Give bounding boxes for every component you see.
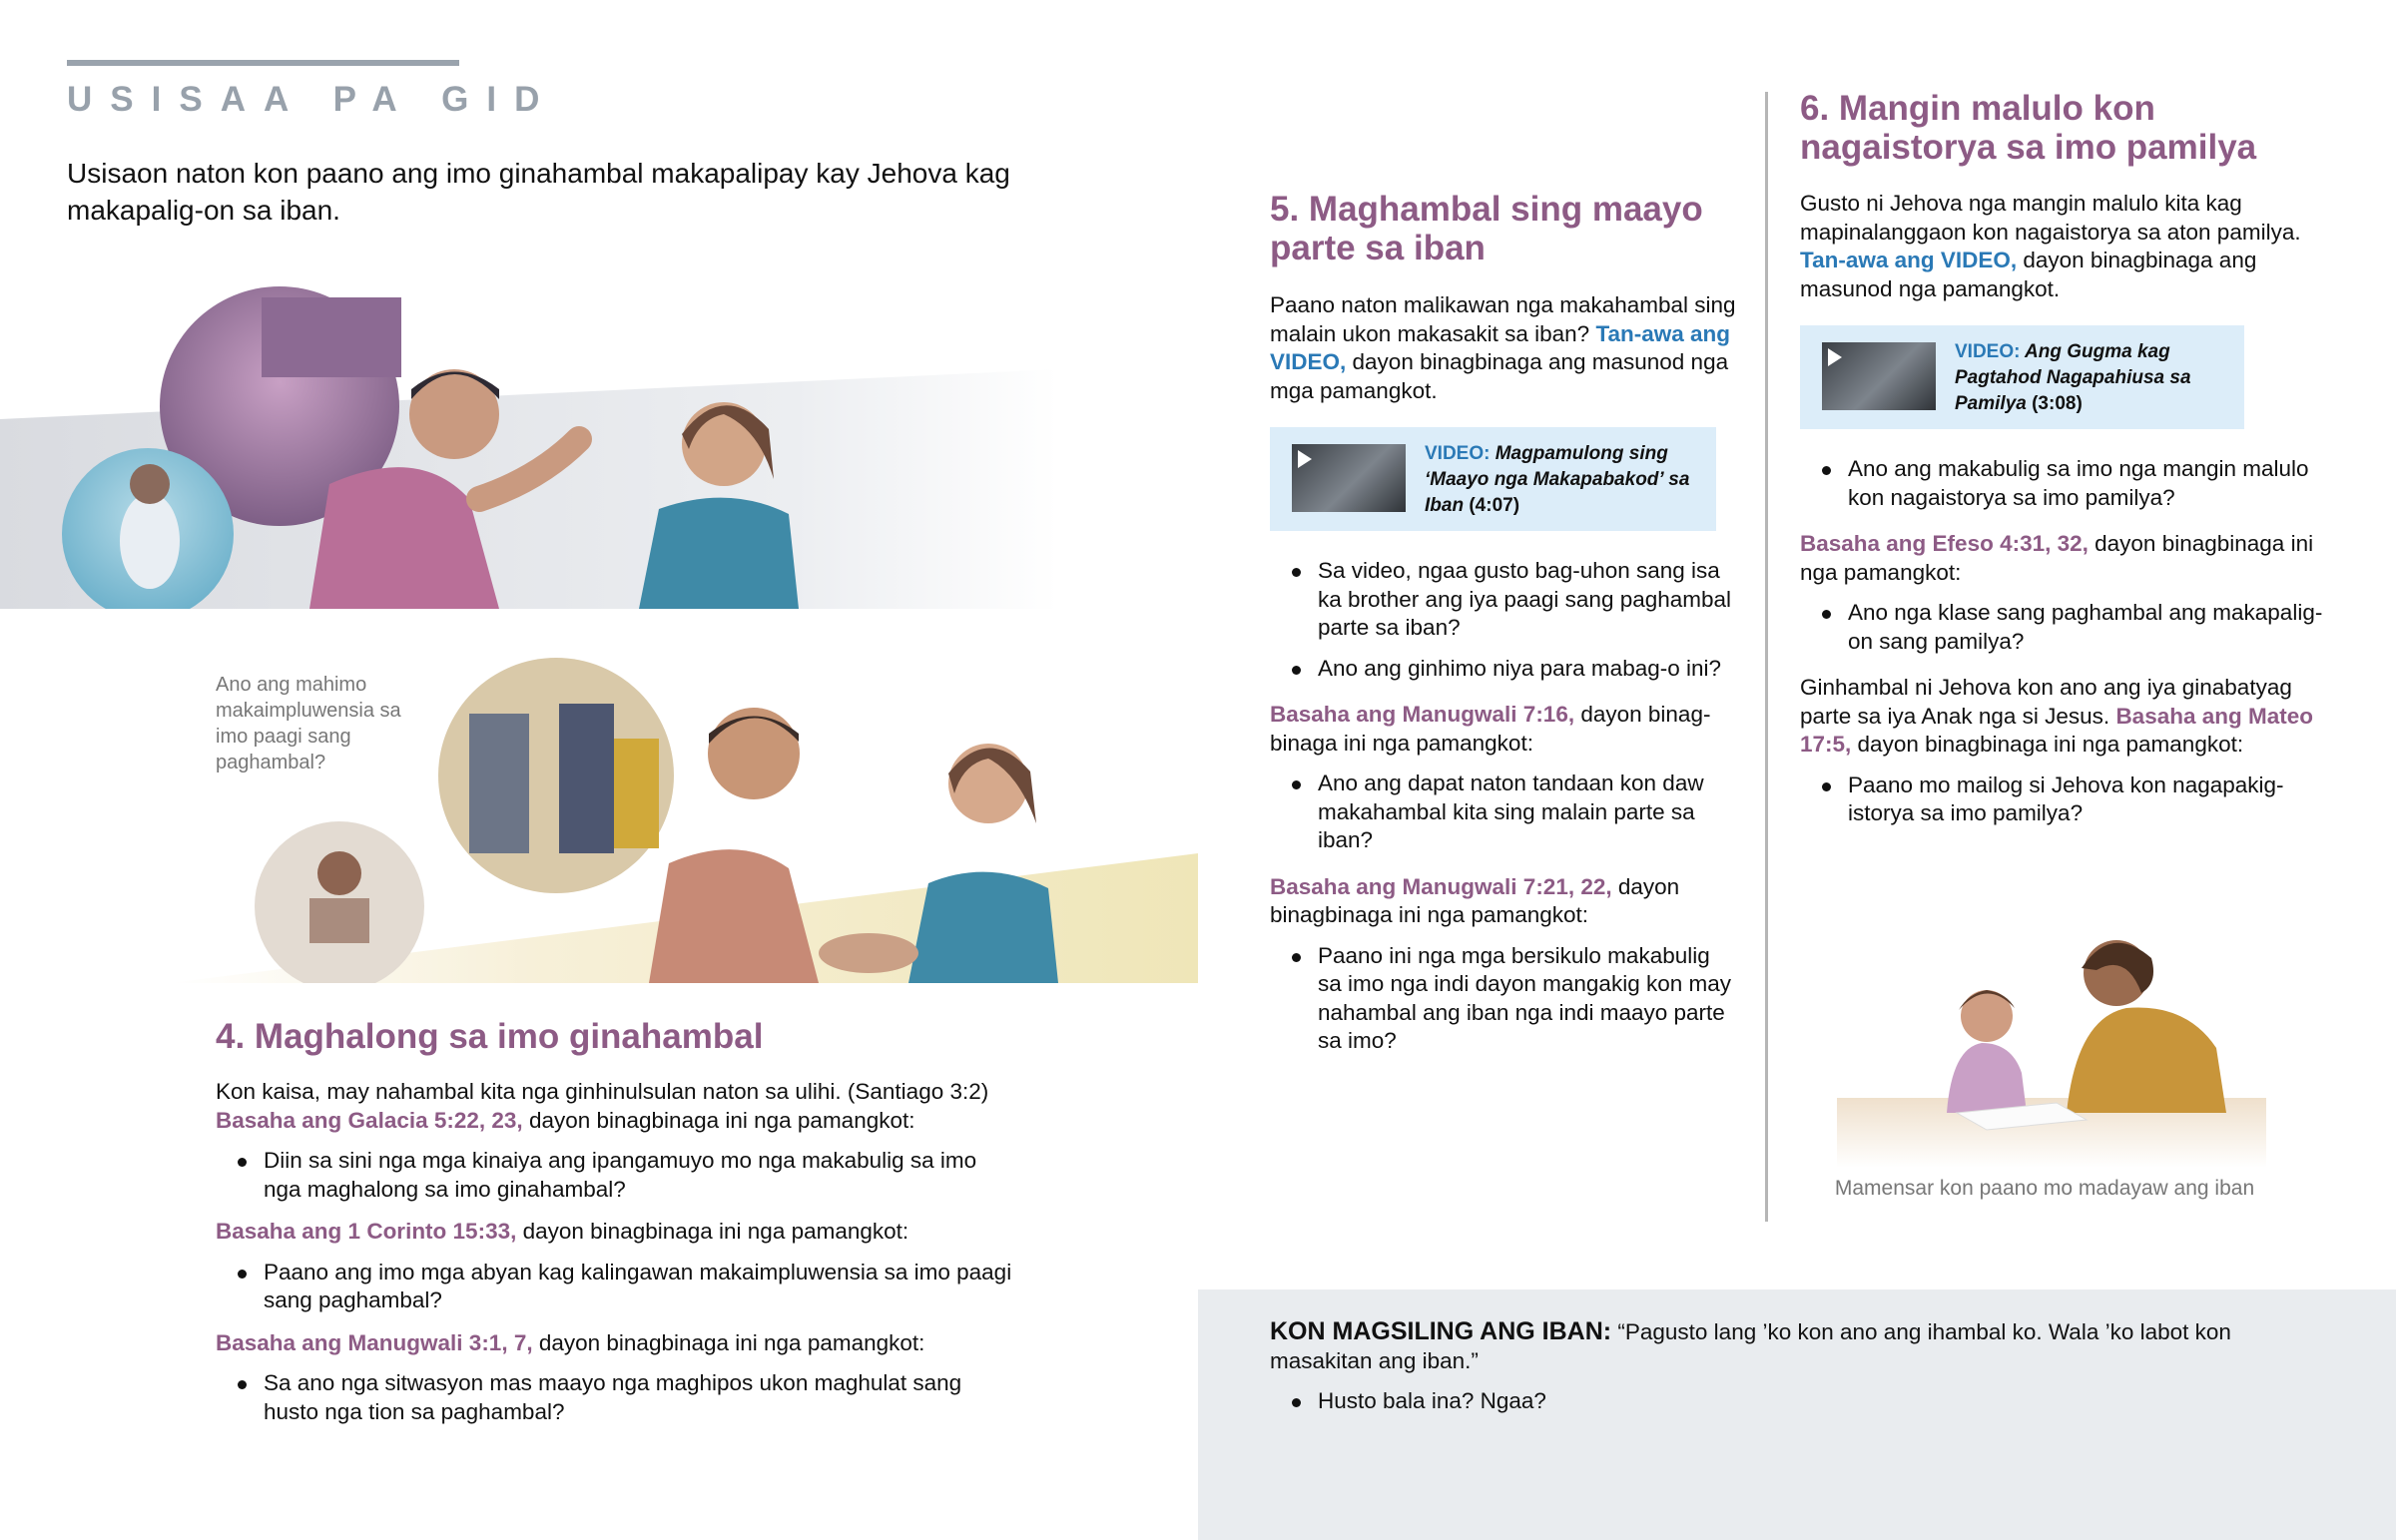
paragraph-text: dayon binagbinaga ini nga pamangkot: [1851,732,2244,757]
question-item: Paano ini nga mga bersikulo makabulig sa imo nga indi dayon mangakig kon may nahambal ang iban nga indi maayo parte sa imo? [1270,942,1739,1056]
section-5-title: 5. Maghambal sing maayo parte sa iban [1270,190,1703,267]
scripture-link-manugwali-3[interactable]: Basaha ang Manugwali 3:1, 7, [216,1329,533,1355]
paragraph-text: Ginhambal ni Jehova kon ano ang iya ginabatyag parte sa iya Anak nga si Jesus. [1800,675,2292,729]
scripture-line [1270,873,1739,930]
section-kicker: USISAA PA GID [67,80,558,119]
question-item: Diin sa sini nga mga kinaiya ang ipangamuyo mo nga makabulig sa imo nga maghalong sa imo ginahambal? [216,1147,1014,1204]
section-5-body [1270,291,1739,1068]
scripture-link-manugwali-7-16[interactable]: Basaha ang Manugwali 7:16, [1270,702,1575,727]
paragraph-text: Kon kaisa, may nahambal kita nga ginhinulsulan naton sa ulihi. (Santiago 3:2) [216,1079,989,1104]
section-6-intro [1800,190,2329,303]
footer-objection [1270,1317,2308,1428]
question-list [1800,455,2329,512]
video-thumbnail[interactable] [1292,444,1406,512]
figure-caption-praise: Mamensar kon paano mo madayaw ang iban [1834,1177,2255,1200]
scripture-link-galacia[interactable]: Basaha ang Galacia 5:22, 23, [216,1107,523,1133]
paragraph-text: dayon binagbinaga ini nga pamangkot: [1270,702,1711,756]
section-4-paragraph [216,1078,1014,1135]
paragraph-text: dayon binagbinaga ini nga pamangkot: [1270,873,1680,927]
question-list [1270,557,1739,683]
question-list [1800,599,2329,656]
scripture-link-efeso[interactable]: Basaha ang Efeso 4:31, 32, [1800,531,2089,556]
objection-text [1270,1317,2308,1375]
paragraph-text: dayon binagbinaga ini nga pamangkot: [1800,531,2314,585]
question-item: Ano ang makabulig sa imo nga mangin malulo kon nagaistorya sa imo pamilya? [1800,455,2329,512]
play-icon[interactable] [1298,450,1312,468]
paragraph-text: Paano naton malikawan nga makahambal sing malain ukon makasakit sa iban? [1270,292,1736,346]
scripture-link-mateo[interactable]: Basaha ang Mateo 17:5, [1800,703,2313,757]
question-item: Husto bala ina? Ngaa? [1270,1387,2308,1416]
objection-quote: “Pagusto lang ’ko kon ano ang ihambal ko. Wala ’ko labot kon masakitan ang iban.” [1270,1319,2231,1373]
question-list [1270,770,1739,855]
video-label: VIDEO: [1955,341,2021,362]
scripture-line [216,1329,1014,1358]
video-duration: (3:08) [2032,393,2083,414]
scripture-line [1800,530,2329,587]
question-list [216,1369,1014,1426]
paragraph-text: dayon binagbinaga ini nga pamangkot: [522,1107,915,1133]
illustration-mother-child [1827,898,2276,1168]
question-item: Ano ang dapat naton tandaan kon daw makahambal kita sing malain parte sa iban? [1270,770,1739,855]
section-4-body [216,1078,1014,1438]
question-item: Paano ang imo mga abyan kag kalingawan makaimpluwensia sa imo paagi sang paghambal? [216,1259,1014,1315]
question-item: Ano nga klase sang paghambal ang makapalig-on sang pamilya? [1800,599,2329,656]
video-card[interactable] [1800,325,2244,429]
question-list [1270,1387,2308,1416]
figure-caption-influence: Ano ang mahimo makaimpluwensia sa imo paagi sang paghambal? [216,674,401,773]
video-title: Magpamulong sing ‘Maayo nga Makapabakod’ sa Iban [1425,443,1690,516]
scripture-link-1-corinto[interactable]: Basaha ang 1 Corinto 15:33, [216,1219,517,1244]
section-6-body [1800,190,2329,840]
paragraph-text: dayon binagbinaga ini nga pamangkot: [532,1329,925,1355]
question-list [1270,942,1739,1056]
video-link[interactable]: Tan-awa ang VIDEO, [1270,320,1731,374]
intro-text: Usisaon naton kon paano ang imo ginahambal makapalipay kay Jehova kag makapalig-on sa iban. [67,158,1010,226]
section-5-intro [1270,291,1739,405]
question-list [1800,771,2329,828]
paragraph-text: dayon binagbinaga ang masunod nga pamangkot. [1800,248,2257,301]
question-item: Ano ang ginhimo niya para mabag-o ini? [1270,655,1739,684]
question-item: Sa ano nga sitwasyon mas maayo nga maghipos ukon maghulat sang husto nga tion sa paghambal? [216,1369,1014,1426]
question-item: Paano mo mailog si Jehova kon nagapakigistorya sa imo pamilya? [1800,771,2329,828]
header-rule [67,60,459,66]
question-list [216,1259,1014,1315]
question-list [216,1147,1014,1204]
scripture-line [1270,701,1739,758]
paragraph-text: dayon binagbinaga ini nga pamangkot: [516,1219,909,1244]
section-6-title: 6. Mangin malulo kon nagaistorya sa imo pamilya [1800,89,2257,167]
section-6-paragraph [1800,674,2329,760]
paragraph-text: Gusto ni Jehova nga mangin malulo kita kag mapinalanggaon kon nagaistorya sa aton pamilya. [1800,191,2301,245]
video-link[interactable]: Tan-awa ang VIDEO, [1800,248,2018,272]
section-4-title: 4. Maghalong sa imo ginahambal [216,1017,764,1056]
video-title: Ang Gugma kag Pagtahod Nagapahiusa sa Pamilya [1955,341,2191,414]
objection-lead: KON MAGSILING ANG IBAN: [1270,1317,1612,1345]
illustration-argument [0,279,1058,609]
video-label: VIDEO: [1425,443,1491,464]
play-icon[interactable] [1828,348,1842,366]
scripture-line [216,1218,1014,1247]
video-thumbnail[interactable] [1822,342,1936,410]
paragraph-text: dayon binagbinaga ang masunod nga mga pamangkot. [1270,349,1729,403]
video-caption [1425,441,1704,519]
video-card[interactable] [1270,427,1716,531]
scripture-link-manugwali-7-21[interactable]: Basaha ang Manugwali 7:21, 22, [1270,873,1612,899]
column-divider [1765,92,1768,1222]
illustration-calm-conversation [170,654,1198,983]
question-item: Sa video, ngaa gusto bag-uhon sang isa ka brother ang iya paagi sang paghambal parte sa iban? [1270,557,1739,643]
video-duration: (4:07) [1469,495,1520,516]
video-caption [1955,339,2224,417]
